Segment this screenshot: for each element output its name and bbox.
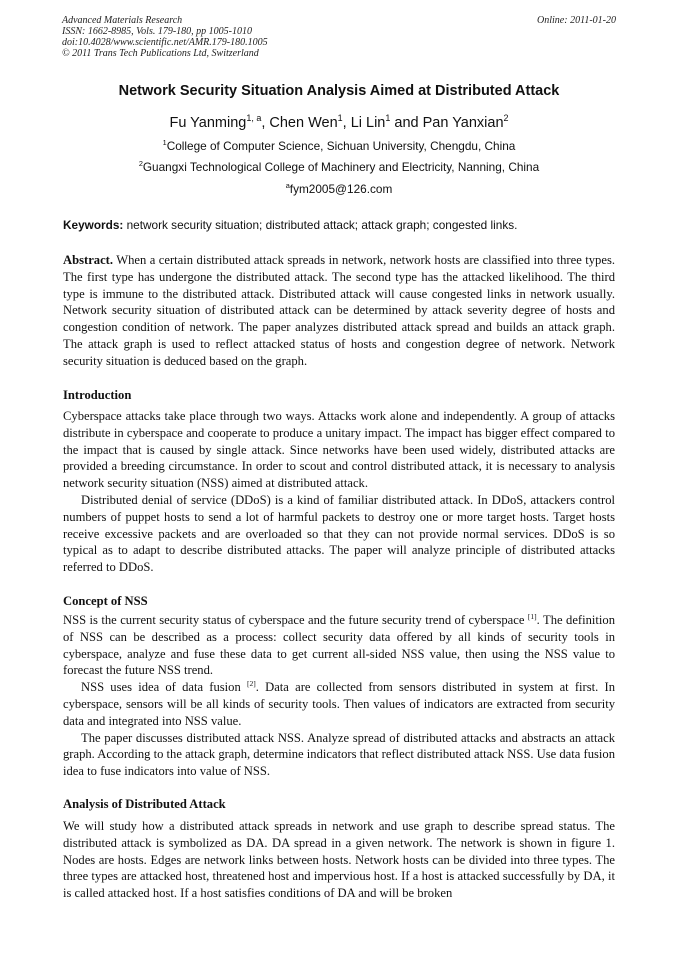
citation: [1] — [527, 611, 537, 621]
author-separator: and Pan Yanxian — [390, 115, 504, 131]
section-heading-nss: Concept of NSS — [63, 594, 148, 608]
author-separator: , Li Lin — [342, 115, 386, 131]
abstract-text: When a certain distributed attack spreads in network, network hosts are classified into three types. The first type has undergone the distributed attack. The second type has the attacked likelihood. The third type is immune to the distributed attack. Distributed attack will cause congested links in network usually. Network security situation of distributed attack can be determined by attack severity degree of hosts and congestion condition of network. The paper analyzes distributed attack spread and builds an attack graph. The attack graph is used to reflect attacked status of hosts and congestion degree of network. Network security situation is deduced based on the graph. — [63, 253, 615, 368]
paragraph — [63, 679, 615, 729]
author-name: Fu Yanming — [169, 115, 247, 131]
affil-text: Guangxi Technological College of Machinery and Electricity, Nanning, China — [142, 160, 540, 174]
keywords-label: Keywords: — [63, 218, 124, 232]
affil-mark: 1 — [162, 138, 167, 148]
introduction-body — [63, 408, 615, 576]
keywords-text: network security situation; distributed attack; attack graph; congested links. — [123, 218, 518, 232]
paper-title: Network Security Situation Analysis Aimed at Distributed Attack — [118, 83, 560, 99]
online-date: Online: 2011-01-20 — [537, 15, 616, 26]
analysis-body — [63, 818, 615, 902]
journal-name: Advanced Materials Research — [62, 15, 183, 26]
journal-header — [62, 15, 268, 59]
author-affil-mark: 1 — [385, 113, 391, 124]
author-affil-mark: 1, a — [246, 113, 262, 124]
nss-body — [63, 612, 615, 780]
doi-line: doi:10.4028/www.scientific.net/AMR.179-180.1005 — [62, 37, 268, 48]
citation: [2] — [246, 679, 256, 688]
paragraph: Distributed denial of service (DDoS) is a kind of familiar distributed attack. In DDoS, attackers control numbers of puppet hosts to send a lot of harmful packets to destroy one or more target hosts. Target hosts receive excessive packets and are overloaded so that they can not provide normal services. DDoS is so typical as to adapt to describe distributed attacks. The paper will analyze principle of distributed attacks referred to DDoS. — [63, 492, 615, 575]
section-heading-introduction: Introduction — [63, 388, 132, 402]
paragraph — [63, 612, 615, 679]
affil-text: College of Computer Science, Sichuan University, Chengdu, China — [166, 139, 516, 153]
abstract — [63, 252, 615, 370]
paragraph: The paper discusses distributed attack NSS. Analyze spread of distributed attacks and abstracts an attack graph. According to the attack graph, determine indicators that reflect distributed attack NSS. Use data fusion idea to fuse indicators into value of NSS. — [63, 730, 615, 779]
paragraph-text: NSS uses idea of data fusion — [81, 680, 247, 695]
issn-line: ISSN: 1662-8985, Vols. 179-180, pp 1005-1010 — [62, 26, 252, 37]
author-affil-mark: 2 — [503, 113, 509, 124]
affiliation-1 — [40, 139, 638, 153]
paragraph: We will study how a distributed attack spreads in network and use graph to describe spread status. The distributed attack is symbolized as DA. DA spread in a given network. The network is shown in figure 1. Nodes are hosts. Edges are network links between hosts. Network hosts can be divided into three types. The three types are attacked host, threatened host and impervious host. If a host is attacked successfully by DA, it is called attacked host. If a host satisfies conditions of DA and will be broken — [63, 819, 615, 901]
author-affil-mark: 1 — [337, 113, 343, 124]
affil-mark: 2 — [138, 159, 143, 169]
paragraph: Cyberspace attacks take place through two ways. Attacks work alone and independently. A group of attacks distribute in cyberspace and cooperate to produce a unitary impact. The impact has bigger effect compared to the impact that is caused by single attack. Since networks have been used widely, distributed attacks are provided a breeding circumstance. In order to scout and control distributed attack, it is necessary to analysis network security situation (NSS) aimed at distributed attack. — [63, 409, 615, 491]
section-heading-analysis: Analysis of Distributed Attack — [63, 797, 226, 811]
email-text: fym2005@126.com — [289, 182, 393, 196]
author-list — [40, 114, 638, 132]
author-separator: , Chen Wen — [261, 115, 338, 131]
affiliation-2 — [40, 160, 638, 174]
author-email — [40, 182, 638, 196]
paragraph-text: . The definition of NSS can be described as a process: collect security data offered by all kinds of security tools in cyberspace, analyze and fuse these data to get current all-sided NSS value, then using the NSS value to forecast the future NSS trend. — [63, 613, 616, 678]
copyright-line: © 2011 Trans Tech Publications Ltd, Switzerland — [62, 48, 259, 59]
abstract-label: Abstract. — [63, 253, 114, 267]
keywords — [63, 218, 615, 232]
paragraph-text: . Data are collected from sensors distributed in system at first. In cyberspace, sensors will be all kinds of security tools. Then values of indicators are extracted from security data and integrated into NSS value. — [63, 680, 615, 728]
paragraph-text: NSS is the current security status of cyberspace and the future security trend of cyberspace — [63, 613, 528, 627]
email-mark: a — [285, 181, 290, 191]
